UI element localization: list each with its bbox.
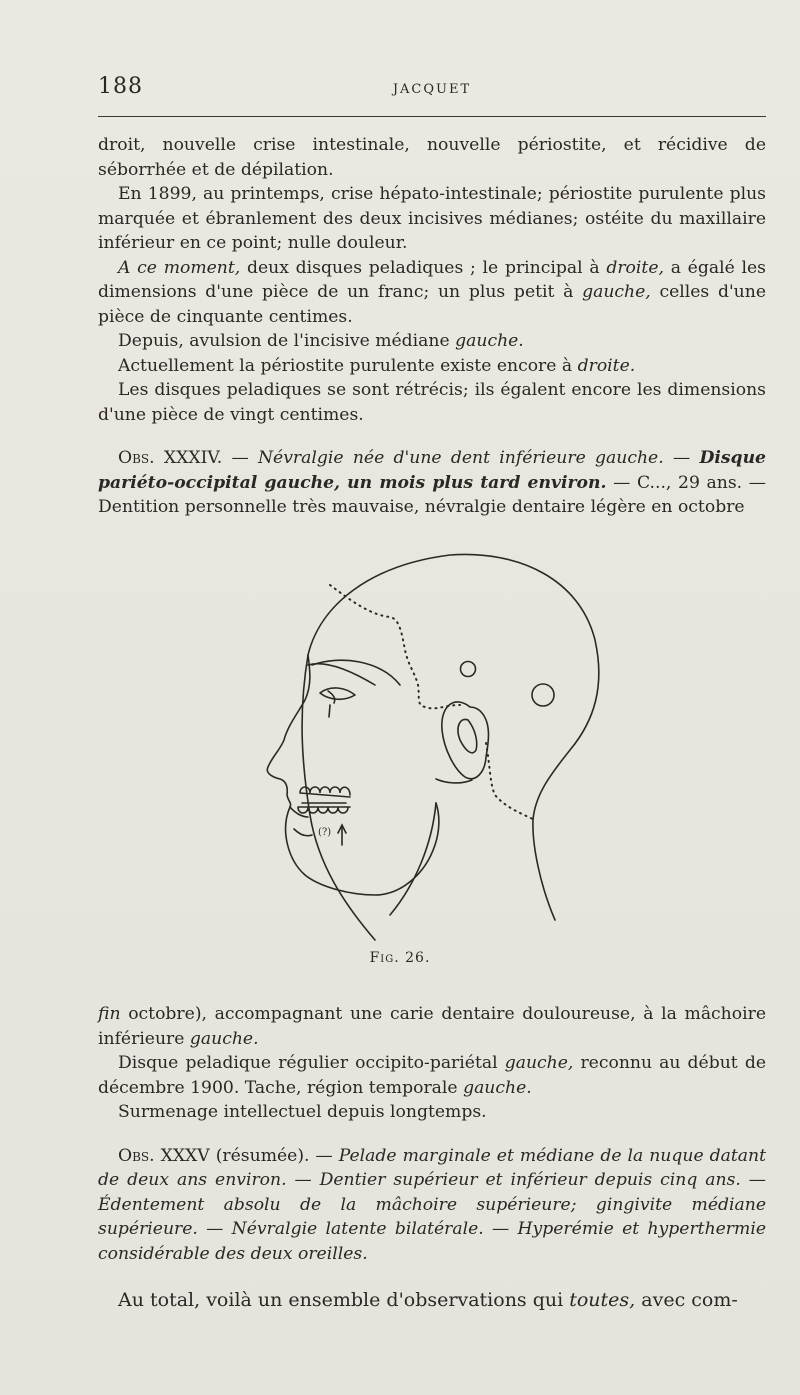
observation-34: Obs. XXXIV. — Névralgie née d'une dent inférieure gauche. — Disque pariéto-occipital gauche, un mois plus tard environ. — C..., 29 ans. — Dentition personnelle très mauvaise, névralgie dentaire légère en octobre	[98, 448, 766, 517]
paragraph-au-total: Au total, voilà un ensemble d'observations qui toutes, avec com-	[118, 1289, 738, 1311]
pelade-disc-small	[461, 662, 476, 677]
observation-label: Obs. XXXV	[118, 1145, 210, 1166]
page-header	[98, 74, 766, 114]
top-text-block	[98, 133, 766, 520]
paragraph-surmenage: Surmenage intellectuel depuis longtemps.	[118, 1102, 487, 1122]
paragraph-continuation: droit, nouvelle crise intestinale, nouvelle périostite, et récidive de séborrhée et de dépilation.	[98, 135, 766, 180]
tooth-mark-label: (?)	[318, 827, 332, 838]
emphasis-text: A ce moment,	[118, 257, 241, 278]
paragraph-disque-regulier: Disque peladique régulier occipito-pariétal gauche, reconnu au début de décembre 1900. Tache, région temporale gauche.	[98, 1053, 766, 1098]
eye-icon	[320, 688, 355, 699]
running-head: JACQUET	[392, 82, 472, 97]
skull-outline	[302, 554, 599, 940]
paragraph-retrecis: Les disques peladiques se sont rétrécis; ils égalent encore les dimensions d'une pièce de vingt centimes.	[98, 380, 766, 425]
brow-line	[308, 664, 375, 685]
figure-caption: Fig. 26.	[369, 950, 431, 966]
page-number: 188	[98, 74, 143, 99]
figure-26	[250, 545, 620, 955]
paragraph-1899: En 1899, au printemps, crise hépato-intestinale; périostite purulente plus marquée et ébranlement des deux incisives médianes; ostéite du maxillaire inférieur en ce point; nulle douleur.	[98, 184, 766, 253]
ear-icon	[442, 702, 489, 779]
bottom-text-block	[98, 1002, 766, 1314]
paragraph-avulsion: Depuis, avulsion de l'incisive médiane gauche.	[118, 331, 524, 351]
lower-teeth-icon	[298, 807, 350, 813]
paragraph-actuellement: Actuellement la périostite purulente existe encore à droite.	[118, 355, 636, 376]
pelade-disc-large	[532, 684, 554, 706]
neck-dotted-path	[486, 743, 535, 820]
face-outline	[267, 655, 310, 807]
paragraph-disques: A ce moment, deux disques peladiques ; le principal à droite, a égalé les dimensions d'une pièce de un franc; un plus petit à gauche, celles d'une pièce de cinquante centimes.	[98, 257, 766, 327]
head-profile-drawing	[250, 545, 620, 955]
paragraph-fin-octobre: fin octobre), accompagnant une carie dentaire douloureuse, à la mâchoire inférieure gauche.	[98, 1004, 766, 1049]
hairline-dotted-path	[330, 585, 460, 708]
arrow-icon	[338, 825, 346, 845]
observation-label: Obs. XXXIV.	[118, 448, 223, 468]
observation-35: Obs. XXXV (résumée). — Pelade marginale et médiane de la nuque datant de deux ans environ. — Dentier supérieur et inférieur depuis cinq ans. — Édentement absolu de la mâchoire supérieure; gingivite médiane supérieure. — Névralgie latente bilatérale. — Hyperémie et hyperthermie considérable des deux oreilles.	[98, 1145, 766, 1264]
header-rule	[98, 116, 766, 117]
